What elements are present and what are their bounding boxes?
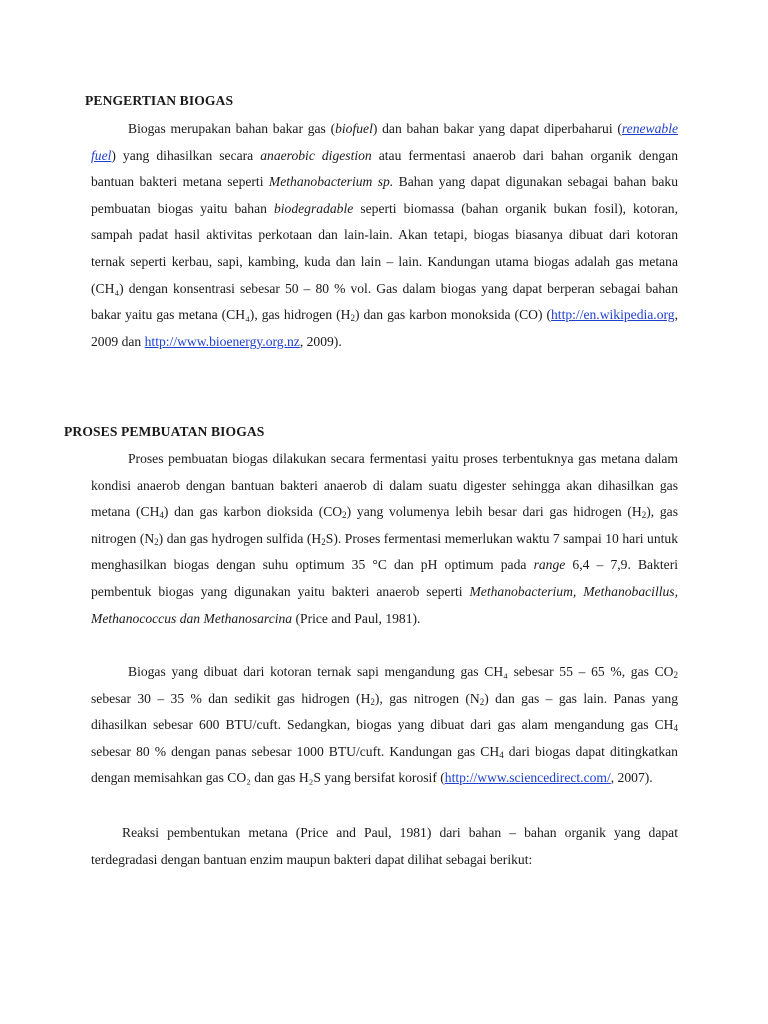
- text-run: , 2009 dan: [91, 307, 678, 349]
- text-run: ) dan gas hydrogen sulfida (H: [158, 530, 322, 546]
- text-run: sebesar 80 % dengan panas sebesar 1000 BTU/cuft. Kandungan gas CH: [91, 743, 500, 759]
- bioenergy-link[interactable]: http://www.bioenergy.org.nz: [144, 333, 300, 349]
- text-run: ), gas nitrogen (N: [374, 690, 480, 706]
- subscript: 2: [479, 696, 485, 707]
- text-run: ) dan gas karbon dioksida (CO: [163, 504, 343, 520]
- text-run: Biogas yang dibuat dari kotoran ternak sapi mengandung gas CH₄ sebesar 55 – 65 %, gas CO: [128, 664, 674, 679]
- italic-term: Methanobacterium, Methanobacillus, Methanococcus dan Methanosarcina: [91, 583, 678, 626]
- paragraph-pengertian-biogas: [91, 116, 678, 355]
- italic-term: range: [533, 557, 566, 573]
- paragraph-reaksi-pembentukan-metana: Reaksi pembentukan metana (Price and Paul, 1981) dari bahan – bahan organik yang dapat terdegradasi dengan bantuan enzim maupun bakteri dapat dilihat sebagai berikut:: [91, 825, 678, 867]
- italic-term: biodegradable: [273, 200, 354, 216]
- subscript: 2: [370, 696, 375, 707]
- sciencedirect-link[interactable]: http://www.sciencedirect.com/: [444, 770, 611, 786]
- subscript: 2: [350, 313, 355, 324]
- text-run: ) yang volumenya lebih besar dari gas hidrogen (H: [346, 504, 642, 520]
- text-run: ) dan gas karbon monoksida (CO) (: [354, 307, 551, 323]
- subscript: 2: [321, 536, 326, 547]
- text-run: , 2007).: [610, 770, 653, 786]
- subscript: 2: [154, 536, 159, 547]
- subscript: 2: [673, 670, 678, 680]
- text-run: Bahan yang dapat digunakan sebagai bahan baku pembuatan biogas yaitu bahan: [91, 174, 678, 216]
- text-run: atau fermentasi anaerob dari bahan organik dengan bantuan bakteri metana seperti: [91, 147, 679, 190]
- italic-term: anaerobic digestion: [260, 147, 372, 163]
- text-run: ) dan gas – gas lain. Panas yang dihasilkan sebesar 600 BTU/cuft. Sedangkan, biogas yang dibuat dari gas alam mengandung gas CH: [91, 690, 679, 733]
- text-run: 6,4 – 7,9. Bakteri pembentuk biogas yang digunakan yaitu bakteri anaerob seperti: [91, 557, 678, 599]
- subscript: 2: [641, 510, 647, 521]
- renewable-fuel-link[interactable]: renewable fuel: [91, 121, 679, 163]
- subscript: 4: [159, 510, 164, 521]
- italic-term: Methanobacterium sp.: [268, 174, 394, 190]
- subscript: 4: [499, 749, 504, 760]
- text-run: , 2009).: [299, 333, 342, 349]
- text-run: Proses pembuatan biogas dilakukan secara fermentasi yaitu proses terbentuknya gas metana dalam kondisi anaerob dengan bantuan bakteri anaerob di dalam suatu digester sehingga akan dihasilkan gas metana (CH: [91, 451, 678, 520]
- section-heading-pengertian-biogas: PENGERTIAN BIOGAS: [85, 93, 234, 108]
- text-run: Biogas merupakan bahan bakar gas (: [128, 121, 336, 136]
- text-run: S). Proses fermentasi memerlukan waktu 7 sampai 10 hari untuk menghasilkan biogas dengan suhu optimum 35 °C dan pH optimum pada: [91, 530, 678, 573]
- text-run: (Price and Paul, 1981).: [292, 610, 421, 626]
- text-run: sebesar 30 – 35 % dan sedikit gas hidrogen (H: [91, 690, 371, 706]
- wikipedia-link[interactable]: http://en.wikipedia.org: [551, 307, 675, 323]
- text-run: ) dan bahan bakar yang dapat diperbaharui (: [372, 121, 622, 136]
- text-run: dari biogas dapat ditingkatkan dengan memisahkan gas CO₂ dan gas H₂S yang bersifat korosif (: [91, 743, 678, 786]
- text-run: ), gas nitrogen (N: [91, 504, 678, 546]
- section-heading-proses-pembuatan-biogas: PROSES PEMBUATAN BIOGAS: [64, 424, 265, 439]
- subscript: 4: [673, 723, 678, 734]
- paragraph-proses-fermentasi: [91, 446, 678, 632]
- italic-term: biofuel: [335, 121, 373, 136]
- text-run: ) yang dihasilkan secara: [111, 147, 261, 163]
- subscript: 2: [342, 510, 347, 521]
- text-run: seperti biomassa (bahan organik bukan fosil), kotoran, sampah padat hasil aktivitas perkotaan dan lain-lain. Akan tetapi, biogas biasanya dibuat dari kotoran ternak seperti kerbau, sapi, kambing, kuda dan lain – lain. Kandungan utama biogas adalah gas metana (CH₄) dengan konsentrasi sebesar 50 – 80 % vol. Gas dalam biogas yang dapat berperan sebagai bahan bakar yaitu gas metana (CH₄), gas hidrogen (H: [91, 200, 678, 323]
- paragraph-kandungan-biogas: [91, 659, 678, 792]
